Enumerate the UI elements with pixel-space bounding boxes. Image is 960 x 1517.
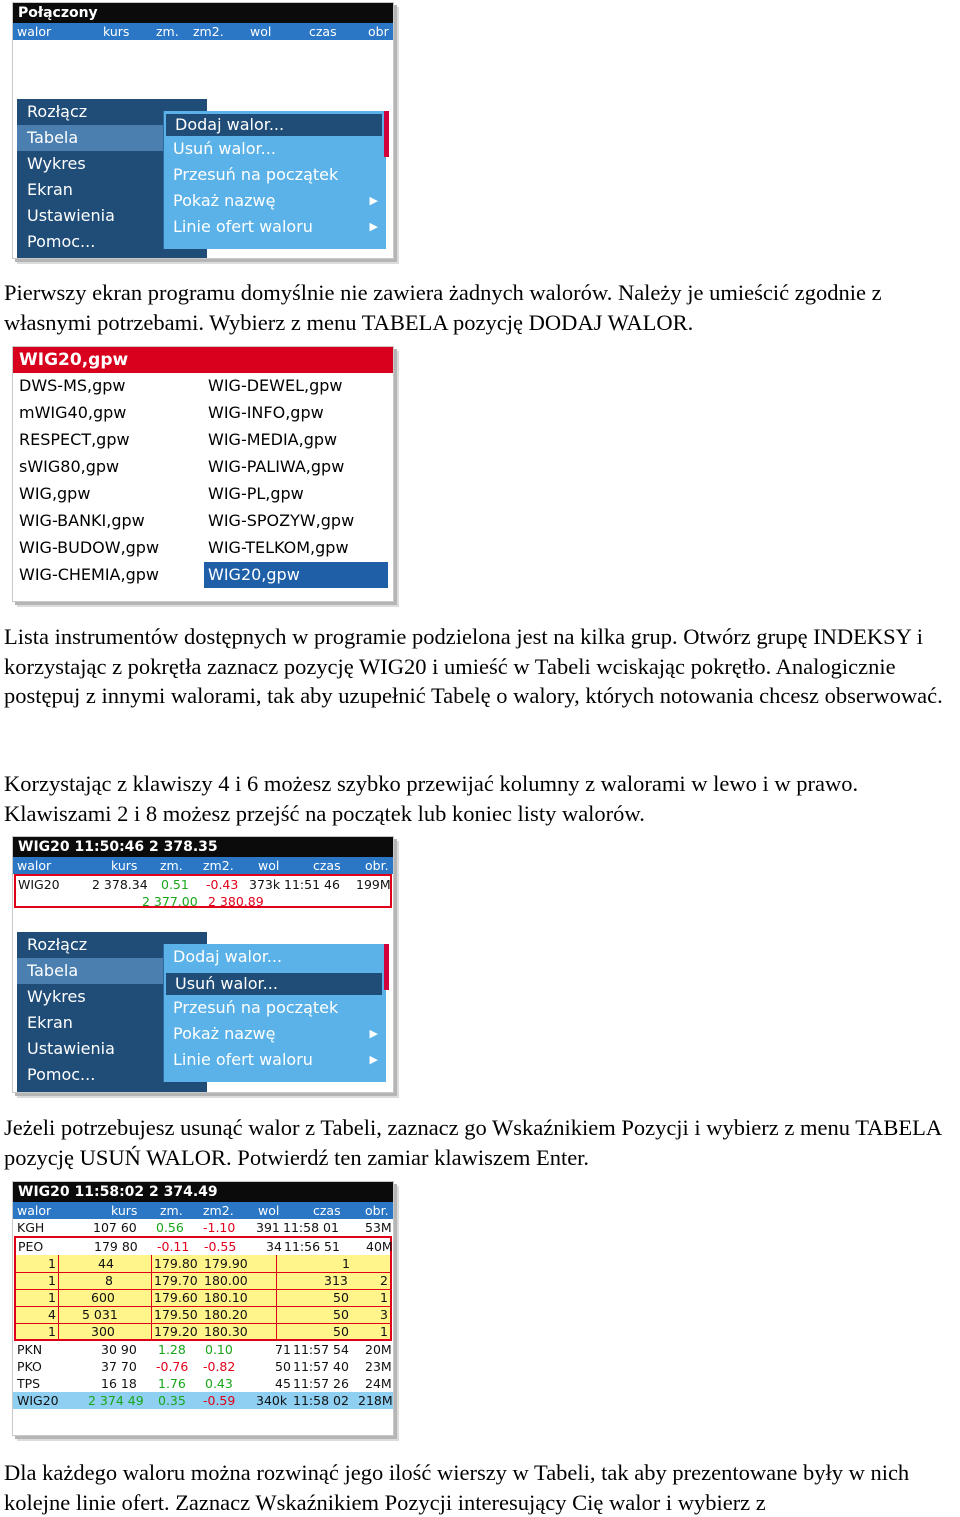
menu-item-disconnect[interactable]: Rozłącz (27, 102, 88, 121)
offer-volume: 300 (91, 1324, 115, 1339)
menu-item-settings[interactable]: Ustawienia (27, 206, 115, 225)
list-item-selected[interactable]: WIG20,gpw (204, 562, 388, 588)
table-submenu (163, 944, 386, 1082)
cell-zm2: 0.10 (205, 1342, 233, 1357)
selected-row-frame[interactable] (14, 874, 392, 908)
cell-obr: 40M (366, 1239, 393, 1254)
offer-volume-ask: 50 (333, 1290, 349, 1305)
offer-ask: 180.10 (204, 1290, 248, 1305)
list-item[interactable]: DWS-MS,gpw (19, 376, 126, 395)
offer-ask: 180.30 (204, 1324, 248, 1339)
cell-zm: 0.56 (156, 1220, 184, 1235)
list-item[interactable]: mWIG40,gpw (19, 403, 127, 422)
cell-wol: 391 (256, 1220, 280, 1235)
table-submenu (163, 111, 386, 249)
submenu-add-walor[interactable]: Dodaj walor... (166, 114, 382, 136)
offer-count-ask: 1 (380, 1290, 388, 1305)
offer-count-ask: 2 (380, 1273, 388, 1288)
table-row[interactable] (13, 1341, 393, 1358)
cell-zm2: 0.43 (205, 1376, 233, 1391)
list-item[interactable]: WIG-PALIWA,gpw (208, 457, 345, 476)
submenu-show-name[interactable] (164, 1021, 386, 1047)
scroll-indicator (384, 111, 389, 157)
col-kurs: kurs (103, 24, 130, 39)
cell-zm: 1.76 (158, 1376, 186, 1391)
cell-zm: 0.35 (158, 1393, 186, 1408)
cell-czas: 11:58 02 (293, 1393, 349, 1408)
cell-wol: 45 (275, 1376, 291, 1391)
list-item[interactable]: WIG-DEWEL,gpw (208, 376, 343, 395)
offer-bid: 179.70 (154, 1273, 198, 1288)
status-title: WIG20 11:58:02 2 374.49 (13, 1182, 393, 1202)
offer-volume-ask: 50 (333, 1324, 349, 1339)
cell-walor: KGH (17, 1220, 45, 1235)
offer-row (16, 1323, 390, 1340)
offer-count-ask: 3 (380, 1307, 388, 1322)
offer-count: 4 (48, 1307, 56, 1322)
submenu-offer-lines[interactable] (164, 214, 386, 240)
cell-obr: 199M (356, 877, 391, 892)
paragraph-2: Lista instrumentów dostępnych w programie podzielona jest na kilka grup. Otwórz grupę INDEKSY i korzystając z pokrętła zaznacz pozycję WIG20 i umieść w Tabeli wciskając pokrętło. Analogicznie postępuj z innymi walorami, tak aby uzupełnić Tabelę o walory, których notowania chcesz obserwować. (4, 624, 943, 708)
cell-obr: 53M (365, 1220, 392, 1235)
menu-item-help[interactable]: Pomoc... (27, 232, 96, 251)
chevron-right-icon: ▶ (369, 220, 378, 233)
cell-zm2: -0.55 (204, 1239, 237, 1254)
offer-ask: 180.20 (204, 1307, 248, 1322)
list-title: WIG20,gpw (13, 347, 393, 373)
expanded-walor-frame[interactable] (14, 1236, 392, 1341)
cell-zm2: -0.82 (203, 1359, 236, 1374)
offer-bid: 2 377.00 (142, 894, 198, 909)
cell-obr: 20M (365, 1342, 392, 1357)
status-title: WIG20 11:50:46 2 378.35 (13, 837, 393, 857)
scroll-indicator (384, 944, 389, 990)
menu-item-chart[interactable]: Wykres (27, 154, 86, 173)
offer-row (16, 1272, 390, 1289)
submenu-move-to-top[interactable]: Przesuń na początek (173, 998, 339, 1017)
list-item[interactable]: WIG-INFO,gpw (208, 403, 324, 422)
col-zm2: zm2. (203, 1203, 234, 1218)
menu-item-table[interactable]: Tabela (17, 125, 207, 151)
cell-walor: WIG20 (17, 1393, 59, 1408)
offer-bid: 179.50 (154, 1307, 198, 1322)
cell-walor: PEO (18, 1239, 44, 1254)
cell-walor: PKO (17, 1359, 42, 1374)
cell-kurs: 30 90 (101, 1342, 137, 1357)
col-walor: walor (17, 858, 52, 873)
col-wol: wol (250, 24, 272, 39)
status-title: Połączony (13, 3, 393, 23)
paragraph-5: Dla każdego waloru można rozwinąć jego ilość wierszy w Tabeli, tak aby prezentowane były w nich kolejne linie ofert. Zaznacz Wskaźnikiem Pozycji interesujący Cię walor i wybierz z (4, 1460, 910, 1515)
col-obr: obr. (365, 858, 389, 873)
cell-wol: 50 (275, 1359, 291, 1374)
col-zm: zm. (156, 24, 179, 39)
offer-bid: 179.80 (154, 1256, 198, 1271)
cell-wol: 340k (256, 1393, 288, 1408)
table-row[interactable] (13, 1219, 393, 1236)
screenshot-table-menu (12, 836, 394, 1093)
paragraph-3: Korzystając z klawiszy 4 i 6 możesz szybko przewijać kolumny z walorami w lewo i w prawo. Klawiszami 2 i 8 możesz przejść na początek lub koniec listy walorów. (4, 771, 859, 826)
offer-volume: 5 031 (82, 1307, 118, 1322)
offer-bid: 179.60 (154, 1290, 198, 1305)
cell-zm: -0.11 (157, 1239, 190, 1254)
cell-kurs: 2 378.34 (92, 877, 148, 892)
offer-ask: 179.90 (204, 1256, 248, 1271)
submenu-offer-lines-label: Linie ofert waloru (173, 217, 313, 236)
col-zm: zm. (160, 1203, 183, 1218)
screenshot-offer-lines (12, 1181, 394, 1436)
chevron-right-icon: ▶ (369, 1053, 378, 1066)
col-czas: czas (313, 1203, 341, 1218)
cell-walor: PKN (17, 1342, 43, 1357)
paragraph-1: Pierwszy ekran programu domyślnie nie zawiera żadnych walorów. Należy je umieścić zgodnie z własnymi potrzebami. Wybierz z menu TABELA pozycję DODAJ WALOR. (4, 280, 882, 335)
cell-kurs: 16 18 (101, 1376, 137, 1391)
cell-wol: 71 (275, 1342, 291, 1357)
menu-item-help[interactable]: Pomoc... (27, 1065, 96, 1084)
cell-czas: 11:57 54 (293, 1342, 349, 1357)
cell-obr: 23M (365, 1359, 392, 1374)
offer-count: 1 (48, 1324, 56, 1339)
submenu-remove-walor[interactable]: Usuń walor... (166, 973, 382, 995)
col-czas: czas (309, 24, 337, 39)
submenu-show-name-label: Pokaż nazwę (173, 191, 276, 210)
context-menu (17, 932, 389, 1092)
offer-row (16, 1255, 390, 1272)
col-czas: czas (313, 858, 341, 873)
cell-kurs: 37 70 (101, 1359, 137, 1374)
offer-count: 1 (48, 1256, 56, 1271)
offer-volume-ask: 313 (324, 1273, 348, 1288)
col-walor: walor (17, 24, 52, 39)
offer-count-ask: 1 (380, 1324, 388, 1339)
offer-row (16, 1306, 390, 1323)
cell-kurs: 107 60 (93, 1220, 137, 1235)
offer-lines (16, 1255, 390, 1339)
col-zm: zm. (160, 858, 183, 873)
col-zm2: zm2. (203, 858, 234, 873)
submenu-show-name[interactable] (164, 188, 386, 214)
cell-obr: 24M (365, 1376, 392, 1391)
cell-kurs: 179 80 (94, 1239, 138, 1254)
submenu-offer-lines-label: Linie ofert waloru (173, 1050, 313, 1069)
offer-count: 1 (48, 1273, 56, 1288)
cell-walor: TPS (17, 1376, 41, 1391)
submenu-add-walor[interactable]: Dodaj walor... (173, 947, 283, 966)
cell-obr: 218M (358, 1393, 393, 1408)
menu-item-disconnect[interactable]: Rozłącz (27, 935, 88, 954)
cell-czas: 11:57 40 (293, 1359, 349, 1374)
col-obr: obr (368, 24, 389, 39)
offer-volume: 600 (91, 1290, 115, 1305)
table-row-selected[interactable] (13, 1392, 393, 1409)
list-item[interactable]: WIG-MEDIA,gpw (208, 430, 338, 449)
cell-czas: 11:58 01 (283, 1220, 339, 1235)
menu-item-settings[interactable]: Ustawienia (27, 1039, 115, 1058)
menu-item-table[interactable]: Tabela (17, 958, 207, 984)
offer-count: 1 (48, 1290, 56, 1305)
cell-zm: 0.51 (161, 877, 189, 892)
col-kurs: kurs (111, 1203, 138, 1218)
list-item[interactable]: WIG-BANKI,gpw (19, 511, 145, 530)
offer-ask: 2 380.89 (208, 894, 264, 909)
offer-volume-ask: 50 (333, 1307, 349, 1322)
column-header (13, 1202, 393, 1219)
offer-bid: 179.20 (154, 1324, 198, 1339)
chevron-right-icon: ▶ (369, 1027, 378, 1040)
cell-czas: 11:57 26 (293, 1376, 349, 1391)
cell-kurs: 2 374 49 (88, 1393, 144, 1408)
list-item[interactable]: WIG-PL,gpw (208, 484, 304, 503)
instrument-grid (13, 373, 393, 597)
column-header (13, 23, 393, 40)
column-header (13, 857, 393, 874)
offer-volume-ask: 1 (342, 1256, 350, 1271)
offer-row (16, 893, 390, 910)
cell-wol: 34 (266, 1239, 282, 1254)
screenshot-instrument-list (12, 346, 394, 602)
cell-zm2: -1.10 (203, 1220, 236, 1235)
menu-item-screen[interactable]: Ekran (27, 1013, 73, 1032)
cell-zm: 1.28 (158, 1342, 186, 1357)
list-item[interactable]: RESPECT,gpw (19, 430, 130, 449)
offer-row (16, 1289, 390, 1306)
table-row (16, 1238, 393, 1255)
context-menu (17, 99, 389, 259)
cell-zm: -0.76 (156, 1359, 189, 1374)
offer-volume: 44 (98, 1256, 114, 1271)
paragraph-4: Jeżeli potrzebujesz usunąć walor z Tabeli, zaznacz go Wskaźnikiem Pozycji i wybierz z menu TABELA pozycję USUŃ WALOR. Potwierdź ten zamiar klawiszem Enter. (4, 1115, 941, 1170)
submenu-remove-walor[interactable]: Usuń walor... (173, 139, 276, 158)
table-row (16, 876, 390, 893)
submenu-move-to-top[interactable]: Przesuń na początek (173, 165, 339, 184)
chevron-right-icon: ▶ (369, 194, 378, 207)
col-wol: wol (258, 1203, 280, 1218)
list-item[interactable]: WIG-SPOZYW,gpw (208, 511, 355, 530)
col-obr: obr. (365, 1203, 389, 1218)
col-walor: walor (17, 1203, 52, 1218)
cell-zm2: -0.43 (206, 877, 239, 892)
list-item[interactable]: WIG-BUDOW,gpw (19, 538, 160, 557)
list-item[interactable]: WIG,gpw (19, 484, 91, 503)
list-item[interactable]: WIG-TELKOM,gpw (208, 538, 349, 557)
cell-czas: 11:56 51 (284, 1239, 340, 1254)
menu-item-screen[interactable]: Ekran (27, 180, 73, 199)
cell-wol: 373k (249, 877, 281, 892)
submenu-show-name-label: Pokaż nazwę (173, 1024, 276, 1043)
submenu-offer-lines[interactable] (164, 1047, 386, 1073)
col-wol: wol (258, 858, 280, 873)
cell-walor: WIG20 (18, 877, 60, 892)
list-item[interactable]: WIG-CHEMIA,gpw (19, 565, 159, 584)
list-item[interactable]: sWIG80,gpw (19, 457, 120, 476)
col-zm2: zm2. (193, 24, 224, 39)
table-row[interactable] (13, 1358, 393, 1375)
menu-item-chart[interactable]: Wykres (27, 987, 86, 1006)
offer-volume: 8 (105, 1273, 113, 1288)
col-kurs: kurs (111, 858, 138, 873)
offer-ask: 180.00 (204, 1273, 248, 1288)
screenshot-menu-add (12, 2, 394, 259)
cell-zm2: -0.59 (203, 1393, 236, 1408)
table-row[interactable] (13, 1375, 393, 1392)
cell-czas: 11:51 46 (284, 877, 340, 892)
